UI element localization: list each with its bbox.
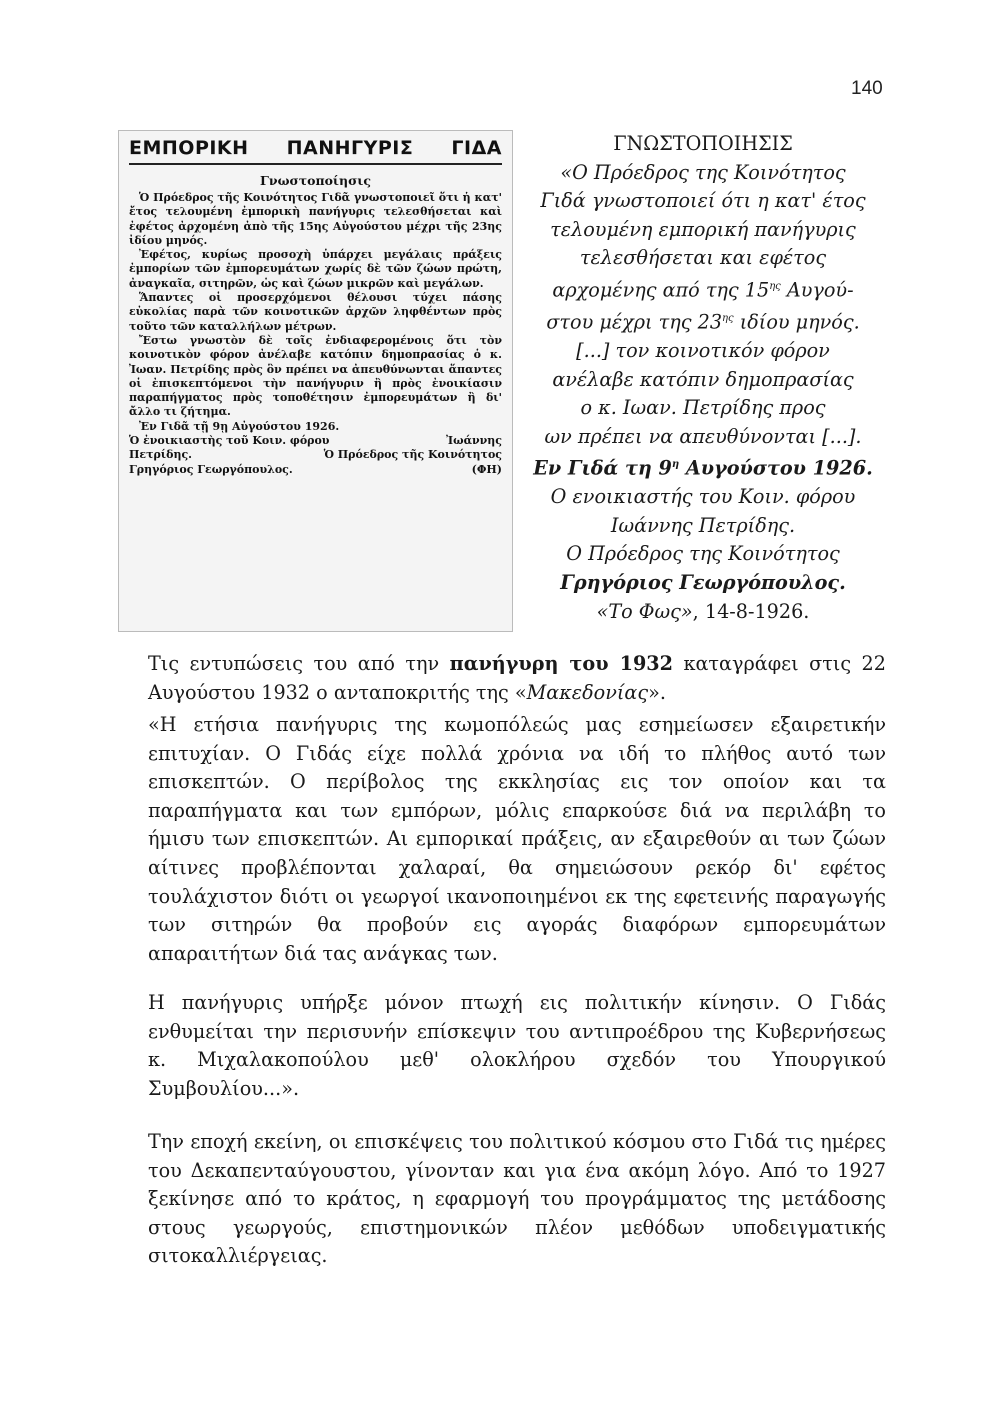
notice-superscript: η [671,459,680,471]
newspaper-clipping [118,130,513,632]
closing-text: Την εποχή εκείνη, οι επισκέψεις του πολιτικού κόσμου στο Γιδά τις ημέρες του Δεκαπενταύγουστου, γίνονταν και για ένα ακόμη λόγο. Από το 1927 ξεκίνησε από το κράτος, η εφαρμογή του προγράμματος της μετάδοσης στους γεωργούς, επιστημονικών πλέον μεθόδων υποδειγματικής σιτοκαλλιέργειας. [148,1130,886,1268]
paragraph-quote-1 [148,711,886,968]
clipping-sign-text: Γρηγόριος Γεωργόπουλος. [129,462,293,476]
notice-source-line [520,598,886,627]
intro-bold: πανήγυρη του 1932 [449,652,673,675]
notice-line: Ιωάννης Πετρίδης. [610,513,796,537]
notice-source-date: , 14-8-1926. [692,599,810,623]
headline-word-3: ΓΙΔΑ [451,137,502,159]
clipping-sign-row [129,434,502,448]
notice-line: ο κ. Ιωαν. Πετρίδης προς [580,396,826,420]
clipping-paragraph: Ἅπαντες οἱ προσερχόμενοι θέλουσι τύχει πάσης εὐκολίας παρὰ τῶν κοινοτικῶν ἀρχῶν ληφθέντων πρὸς τοῦτο τῶν καταλλήλων μέτρων. [129,291,502,333]
clipping-subtitle: Γνωστοποίησις [260,173,371,188]
clipping-paragraph: Ἔστω γνωστὸν δὲ τοῖς ἐνδιαφερομένοις ὅτι τὸν κοινοτικὸν φόρον ἀνέλαβε κατόπιν δημοπρασίας ὁ κ. Ἰωαν. Πετρίδης πρὸς ὃν πρέπει να ἀπευθύνωνται ἅπαντες οἱ ἐπισκεπτόμενοι τὴν πανήγυριν ἢ πρὸς ἐνοικίασιν παραπήγματος πρὸς τοποθέτησιν ἐμπορευμάτων ἢ δι' ἄλλο τι ζήτημα. [129,333,502,419]
notice-transcription [520,130,886,626]
notice-line: τελεσθήσεται και εφέτος [579,246,827,270]
notice-text: Αυγούστου 1926. [679,456,873,480]
page-number: 140 [851,78,883,99]
intro-span: ». [648,680,666,704]
paragraph-intro [148,650,886,707]
notice-text: αρχομένης από της 15 [552,278,770,302]
clipping-signature [129,420,502,477]
clipping-sign-text: Ἰωάννης [446,434,502,448]
clipping-headline [129,137,502,165]
notice-text: Αυγού- [780,278,854,302]
clipping-sign-text: Ὁ Πρόεδρος τῆς Κοινότητος [323,448,502,462]
paragraph-quote-2 [148,989,886,1103]
notice-line: Ο ενοικιαστής του Κοιν. φόρου [550,485,856,509]
notice-superscript: ης [769,280,781,292]
clipping-date: Ἐν Γιδᾶ τῇ 9ῃ Αὐγούστου 1926. [139,419,340,433]
notice-line: τελουμένη εμπορική πανήγυρις [550,217,856,241]
headline-word-1: ΕΜΠΟΡΙΚΗ [129,137,249,159]
notice-line: [...] τον κοινοτικόν φόρον [576,338,830,362]
clipping-sign-text: Πετρίδης. [129,448,192,462]
notice-text: στου μέχρι της 23 [546,310,723,334]
notice-line: Ο Πρόεδρος της Κοινότητος [566,542,840,566]
quote-text: Η πανήγυρις υπήρξε μόνον πτωχή εις πολιτικήν κίνησιν. Ο Γιδάς ενθυμείται την περισυνήν επίσκεψιν του αντιπροέδρου της Κυβερνήσεως κ. Μιχαλακοπούλου μεθ' ολοκλήρου σχεδόν του Υπουργικού Συμβουλίου...». [148,991,886,1100]
clipping-sign-text: (ΦΗ) [471,462,502,476]
notice-source-title: «Το Φως» [596,599,693,623]
clipping-paragraph: Ἐφέτος, κυρίως προσοχὴ ὑπάρχει μεγάλαις πράξεις ἐμπορίων τῶν ἐμπορευμάτων χωρίς δὲ τῶν ζώων πρώτη, ἀναγκαῖα, σιτηρῶν, ὡς καὶ ζώων μικρῶν καὶ μεγάλων. [129,248,502,290]
notice-signature-name: Γρηγόριος Γεωργόπουλος. [560,571,846,595]
notice-line: ων πρέπει να απευθύνονται [...]. [544,424,862,448]
intro-text [148,650,886,707]
notice-line [520,273,886,305]
notice-superscript: ης [722,312,734,324]
intro-span: Τις εντυπώσεις του από την [148,652,450,675]
intro-span: καταγράφει στις 22 Αυγούστου 1932 ο ανταποκριτής της « [148,652,886,704]
intro-italic: Μακεδονίας [526,680,649,704]
clipping-body [129,191,502,420]
quote-text: «Η ετήσια πανήγυρις της κωμοπόλεώς μας εσημείωσεν εξαιρετικήν επιτυχίαν. Ο Γιδάς είχε πολλά χρόνια να ιδή το πλήθος αυτό των επισκεπτών. Ο περίβολος της εκκλησίας εις τον οποίον και τα παραπήγματα και των εμπόρων, μόλις επαρκούσε διά να περιλάβη το ήμισυ των επισκεπτών. Αι εμπορικαί πράξεις, αν εξαιρεθούν αι των ζώων αίτινες προβλέπονται χαλαραί, θα σημειώσουν ρεκόρ δι' εφέτος τουλάχιστον διότι οι γεωργοί ικανοποιημένοι εκ της εφετεινής παραγωγής των σιτηρών θα προβούν εις αγοράς διαφόρων εμπορευμάτων απαραιτήτων διά τας ανάγκας των. [148,713,886,965]
clipping-paragraph: Ὁ Πρόεδρος τῆς Κοινότητος Γιδᾶ γνωστοποιεῖ ὅτι ἡ κατ' ἔτος τελουμένη ἐμπορικὴ πανήγυρις τελεσθήσεται καὶ ἐφέτος ἀρχομένη ἀπὸ τῆς 15ης Αὐγούστου μέχρι τῆς 23ης ἰδίου μηνός. [129,191,502,247]
clipping-sign-row [129,463,502,477]
paragraph-closing [148,1128,886,1271]
notice-line: ανέλαβε κατόπιν δημοπρασίας [552,367,854,391]
notice-text: Εν Γιδά τη 9 [533,456,672,480]
clipping-sign-text: Ὁ ἐνοικιαστὴς τοῦ Κοιν. φόρου [129,434,330,448]
notice-line [520,305,886,337]
notice-heading: ΓΝΩΣΤΟΠΟΙΗΣΙΣ [613,132,793,155]
clipping-sign-row [129,448,502,462]
headline-word-2: ΠΑΝΗΓΥΡΙΣ [286,137,414,159]
notice-text: ιδίου μηνός. [733,310,860,334]
notice-date-line [520,451,886,483]
notice-line: Γιδά γνωστοποιεί ότι η κατ' έτος [540,189,866,213]
notice-line: «Ο Πρόεδρος της Κοινότητος [560,160,846,184]
